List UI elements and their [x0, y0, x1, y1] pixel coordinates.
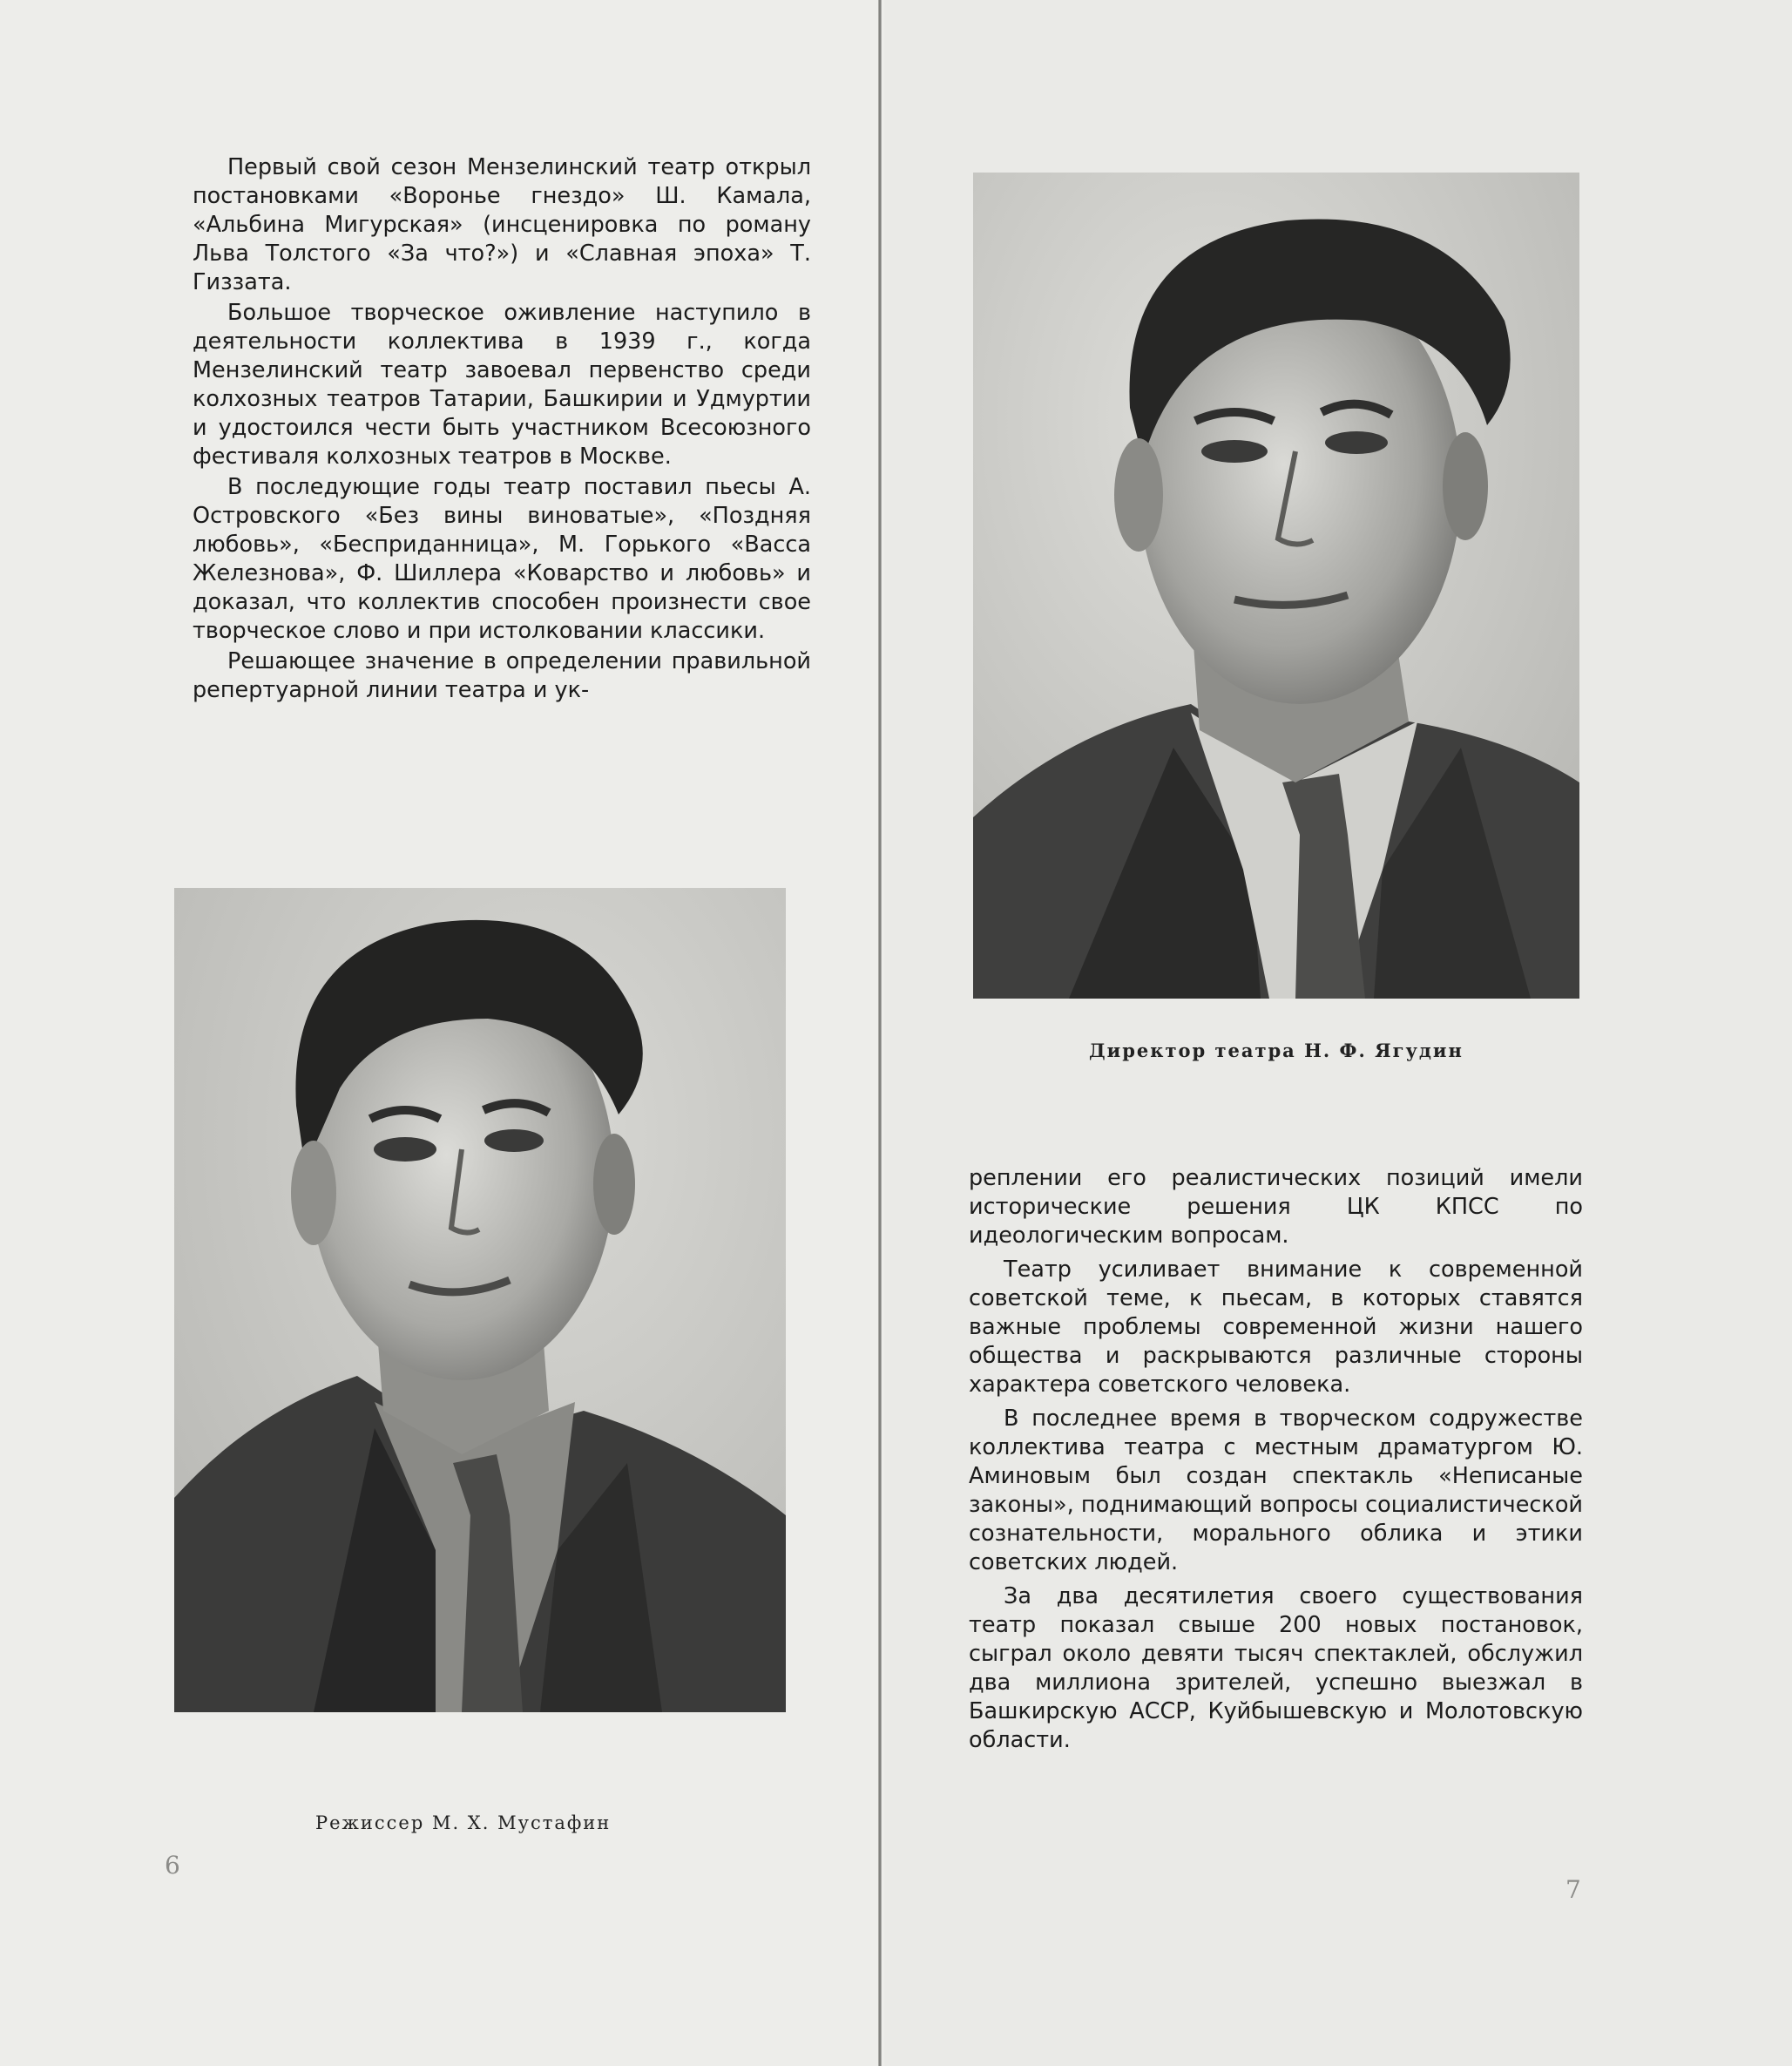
- paragraph: За два десятилетия своего существования театр показал свыше 200 новых постановок, сыграл около девяти тысяч спектаклей, обслужил два миллиона зрителей, успешно выезжал в Башкирскую АССР, Куйбышевскую и Молотовскую области.: [969, 1583, 1583, 1753]
- page-number-left: 6: [165, 1851, 180, 1880]
- right-page-text: [969, 1164, 1583, 1755]
- paragraph: Первый свой сезон Мензелинский театр открыл постановками «Воронье гнездо» Ш. Камала, «Альбина Мигурская» (инсценировка по роману Льва Толстого «За что?») и «Славная эпоха» Т. Гиззата.: [193, 154, 811, 295]
- portrait-mustafin-photo: [174, 888, 786, 1712]
- photo-caption-right: Директор театра Н. Ф. Ягудин: [1089, 1040, 1464, 1061]
- portrait-yagudin-photo: [973, 173, 1579, 999]
- paragraph: В последующие годы театр поставил пьесы А. Островского «Без вины виноватые», «Поздняя любовь», «Бесприданница», М. Горького «Васса Железнова», Ф. Шиллера «Коварство и любовь» и доказал, что коллектив способен произнести свое творческое слово и при истолковании классики.: [193, 474, 811, 644]
- paragraph: Решающее значение в определении правильной репертуарной линии театра и ук-: [193, 648, 811, 703]
- portrait-illustration: [973, 173, 1579, 999]
- paragraph: реплении его реалистических позиций имели исторические решения ЦК КПСС по идеологическим вопросам.: [969, 1165, 1583, 1249]
- book-gutter: [878, 0, 882, 2066]
- left-page: [0, 0, 884, 2066]
- right-page: [884, 0, 1792, 2066]
- left-page-text: [193, 153, 811, 705]
- photo-caption-left: Режиссер М. Х. Мустафин: [315, 1812, 612, 1833]
- paragraph: Театр усиливает внимание к современной советской теме, к пьесам, в которых ставятся важные проблемы современной жизни нашего общества и раскрываются различные стороны характера советского человека.: [969, 1257, 1583, 1398]
- paragraph: В последнее время в творческом содружестве коллектива театра с местным драматургом Ю. Аминовым был создан спектакль «Неписаные законы», поднимающий вопросы социалистической сознательности, морального облика и этики советских людей.: [969, 1406, 1583, 1575]
- paragraph: Большое творческое оживление наступило в деятельности коллектива в 1939 г., когда Мензелинский театр завоевал первенство среди колхозных театров Татарии, Башкирии и Удмуртии и удостоился чести быть участником Всесоюзного фестиваля колхозных театров в Москве.: [193, 300, 811, 470]
- portrait-illustration: [174, 888, 786, 1712]
- page-number-right: 7: [1565, 1875, 1581, 1904]
